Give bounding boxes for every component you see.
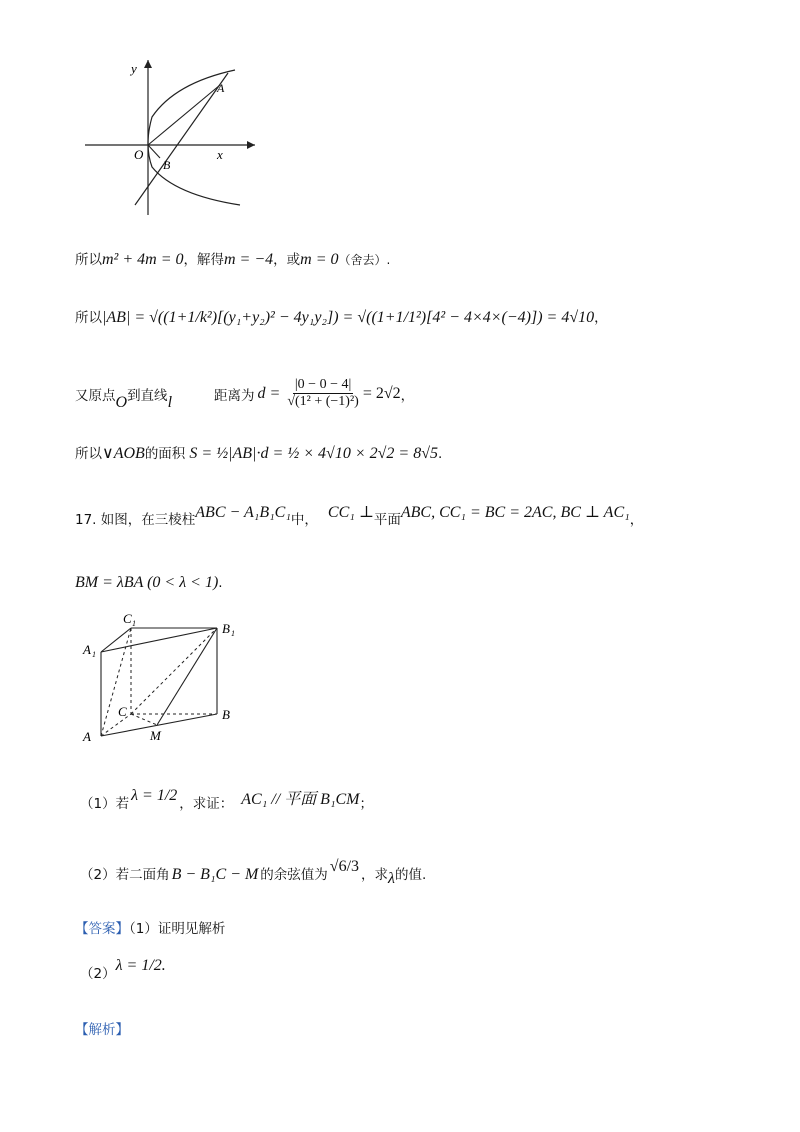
label-b1-sub: 1 (231, 629, 235, 638)
label-a: A (83, 729, 91, 744)
text-or: ，或 (273, 252, 301, 268)
triangle-aob: ∨AOB (102, 445, 145, 462)
line-area (75, 442, 442, 463)
line-l-symbol: l (167, 393, 173, 411)
answer-tag: 【答案】 (75, 921, 129, 937)
vector-condition: BM = λBA (0 < λ < 1) (75, 574, 219, 591)
lambda-symbol: λ (388, 870, 395, 887)
text-rejected: （舍去）. (338, 253, 391, 267)
line-solve-m (75, 248, 390, 269)
x-axis-label: x (217, 147, 223, 162)
point-b-label: B (163, 158, 171, 172)
line-distance (75, 377, 414, 410)
label-c1: C (123, 611, 132, 626)
text-end: ； (359, 796, 374, 812)
segment-mb1 (157, 628, 217, 725)
text-suffix: ， (594, 310, 608, 326)
lambda-value: λ = 1/2 (131, 787, 178, 804)
question-number: 17. 如图，在三棱柱 (75, 512, 196, 528)
segment-ob (148, 145, 160, 158)
fraction-denominator: √(1² + (−1)²) (287, 394, 359, 409)
text-prefix: 所以 (75, 310, 102, 326)
text-distance: 距离为 (214, 387, 255, 404)
line-ab-length (75, 306, 608, 327)
text-dot: . (218, 575, 223, 591)
text-plane: 平面 (373, 512, 401, 528)
text-comma: ， (629, 512, 644, 528)
answer-part-2: λ = 1/2. (115, 957, 166, 974)
dihedral-angle: B − B₁C − M (171, 866, 259, 883)
d-equals: d = (257, 384, 281, 402)
label-a1: A (83, 642, 91, 657)
answer-part-2-label: （2） (80, 966, 116, 982)
formula-ab: |AB| = √((1+1/k²)[(y₁+y₂)² − 4y₁y₂]) = √((1+1/1²)[4² − 4×4×(−4)]) = 4√10 (102, 309, 595, 326)
parabola-curve (148, 70, 240, 205)
fraction-d (287, 377, 359, 410)
point-o: O (115, 393, 128, 411)
text-prefix: 所以 (75, 446, 102, 462)
text-area: 的面积 (144, 446, 186, 462)
analysis-line (75, 1018, 129, 1038)
text-suffix: ， (400, 387, 415, 404)
equation-m: m² + 4m = 0 (102, 251, 184, 268)
cosine-value: √6/3 (329, 858, 360, 875)
figure-parabola-line (80, 55, 265, 220)
text-mid: 中， (290, 512, 318, 528)
text-cosine: 的余弦值为 (260, 867, 328, 883)
prism-name: ABC − A₁B₁C₁ (195, 504, 291, 521)
answer-line-2 (80, 957, 166, 983)
text-end: 的值. (394, 867, 427, 883)
line-l (135, 73, 228, 205)
label-b1: B (222, 621, 230, 636)
answer-part-1: （1）证明见解析 (129, 921, 226, 937)
answer-line-1 (75, 917, 225, 937)
question-17-stem (75, 504, 644, 529)
text-prefix: 所以 (75, 252, 102, 268)
segment-ac1 (101, 628, 131, 736)
solution-m2: m = 0 (300, 251, 339, 268)
part-2-label: （2）若二面角 (80, 867, 170, 883)
condition-1: CC₁ ⊥ (327, 504, 374, 521)
label-b: B (222, 707, 230, 722)
condition-2: ABC, CC₁ = BC = 2AC, BC ⊥ AC₁ (400, 504, 630, 521)
part-1 (80, 787, 374, 813)
fraction-numerator: |0 − 0 − 4| (294, 377, 352, 392)
label-c1-sub: 1 (132, 619, 136, 628)
point-a-label: A (217, 81, 225, 95)
label-m: M (150, 728, 161, 743)
segment-cm (131, 714, 157, 725)
part-1-label: （1）若 (80, 796, 130, 812)
distance-result: = 2√2 (362, 384, 401, 402)
text-to-line: 到直线 (127, 387, 168, 404)
label-c: C (118, 704, 127, 719)
origin-label: O (134, 147, 144, 162)
statement: AC₁ // 平面 B₁CM (241, 791, 360, 808)
solution-m1: m = −4 (224, 251, 274, 268)
text-prefix: 又原点 (75, 387, 116, 404)
question-17-vector (75, 572, 223, 592)
text-mid: ，解得 (183, 252, 224, 268)
segment-cb1 (131, 628, 217, 714)
analysis-tag: 【解析】 (75, 1022, 129, 1038)
text-prove: ，求证： (179, 796, 234, 812)
edge-a1b1 (101, 628, 217, 652)
part-2 (80, 858, 427, 887)
y-axis-label: y (131, 61, 137, 76)
figure-prism (80, 608, 250, 748)
formula-area: S = ½|AB|·d = ½ × 4√10 × 2√2 = 8√5 (189, 445, 438, 462)
label-a1-sub: 1 (92, 650, 96, 659)
text-suffix: . (437, 446, 443, 462)
text-ask: ，求 (361, 867, 389, 883)
